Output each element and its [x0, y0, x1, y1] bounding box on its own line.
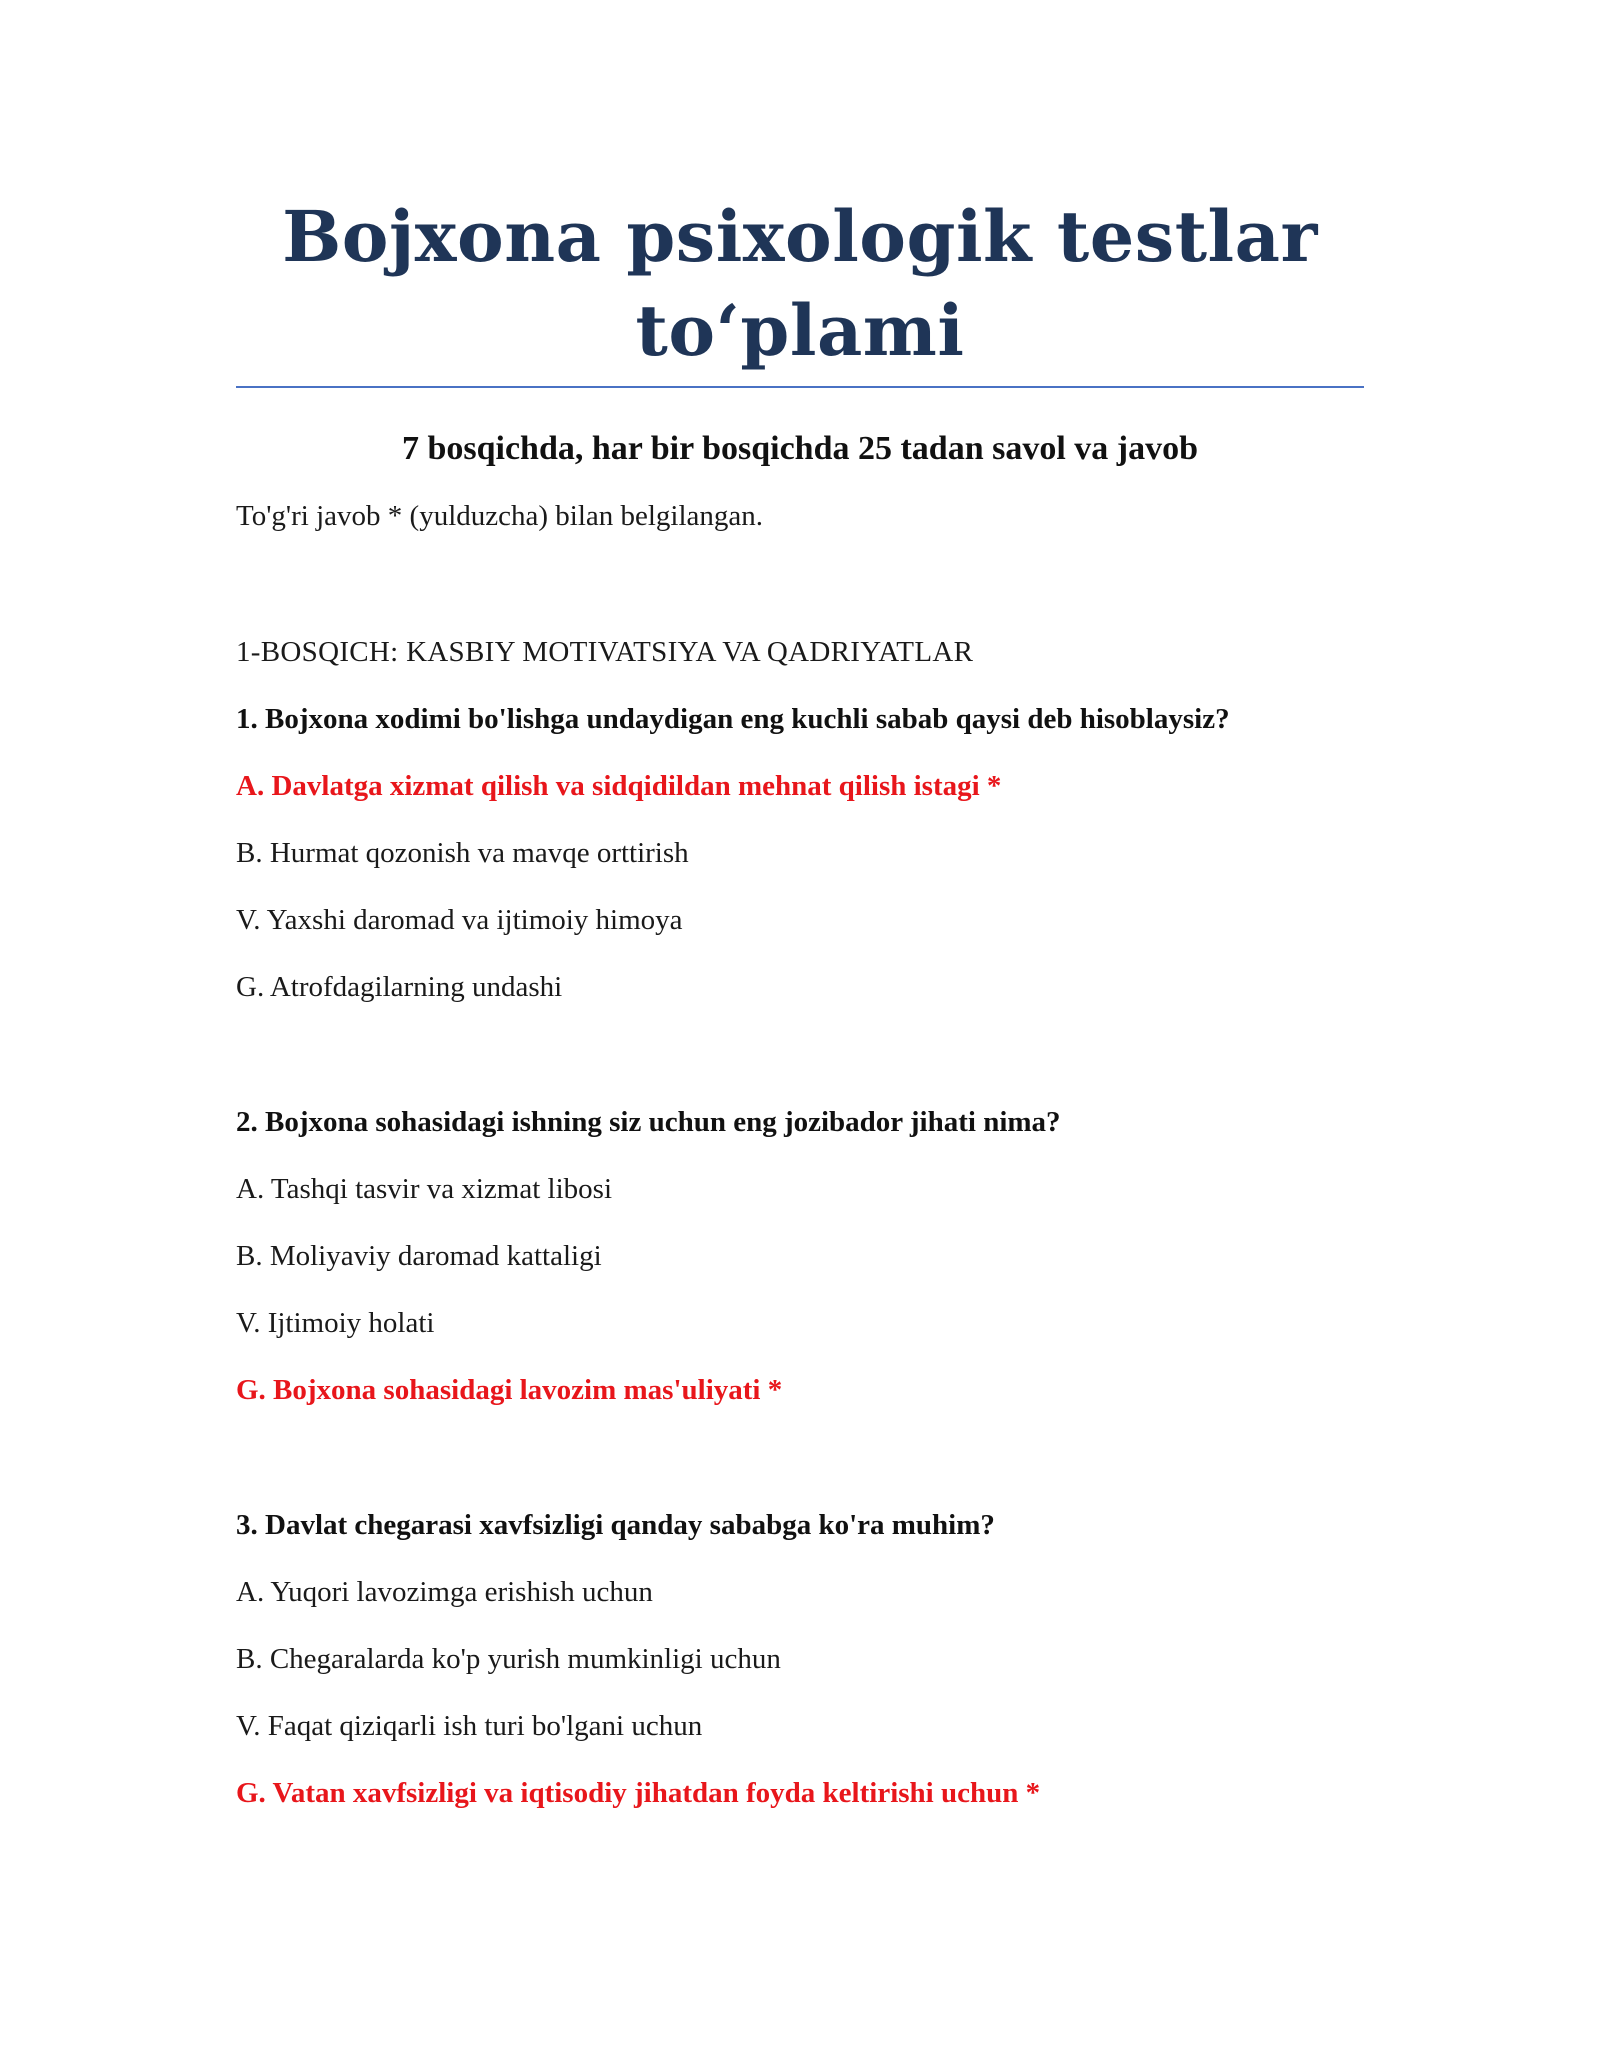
answer-option: G. Bojxona sohasidagi lavozim mas'uliyati * [236, 1374, 783, 1406]
answer-option: A. Davlatga xizmat qilish va sidqidildan mehnat qilish istagi * [236, 770, 1002, 802]
question-text: 3. Davlat chegarasi xavfsizligi qanday sababga ko'ra muhim? [236, 1509, 995, 1541]
answer-option: V. Ijtimoiy holati [236, 1307, 435, 1339]
question-spacer [236, 1005, 1364, 1104]
answer-option: B. Hurmat qozonish va mavqe orttirish [236, 837, 689, 869]
answer-option: B. Chegaralarda ko'p yurish mumkinligi uchun [236, 1643, 781, 1675]
answer-option: A. Yuqori lavozimga erishish uchun [236, 1576, 653, 1608]
answer-option: V. Yaxshi daromad va ijtimoiy himoya [236, 904, 683, 936]
title-divider [236, 386, 1364, 388]
answer-option: G. Atrofdagilarning undashi [236, 971, 563, 1003]
question-text: 1. Bojxona xodimi bo'lishga undaydigan eng kuchli sabab qaysi deb hisoblaysiz? [236, 703, 1230, 735]
answer-option: A. Tashqi tasvir va xizmat libosi [236, 1173, 612, 1205]
question-block-3 [236, 1507, 1364, 1811]
answer-key-note: To'g'ri javob * (yulduzcha) bilan belgilangan. [236, 500, 764, 532]
document-title-text: Bojxona psixologik testlar to‘plami [282, 195, 1318, 372]
document-title [236, 190, 1364, 378]
question-block-1 [236, 701, 1364, 1005]
stage-heading: 1-BOSQICH: KASBIY MOTIVATSIYA VA QADRIYATLAR [236, 636, 974, 668]
question-spacer [236, 1408, 1364, 1507]
answer-option: G. Vatan xavfsizligi va iqtisodiy jihatdan foyda keltirishi uchun * [236, 1777, 1041, 1809]
question-block-2 [236, 1104, 1364, 1408]
answer-option: V. Faqat qiziqarli ish turi bo'lgani uchun [236, 1710, 703, 1742]
question-text: 2. Bojxona sohasidagi ishning siz uchun eng jozibador jihati nima? [236, 1106, 1061, 1138]
answer-option: B. Moliyaviy daromad kattaligi [236, 1240, 602, 1272]
document-page [236, 0, 1364, 1811]
document-subtitle: 7 bosqichda, har bir bosqichda 25 tadan savol va javob [401, 430, 1199, 467]
